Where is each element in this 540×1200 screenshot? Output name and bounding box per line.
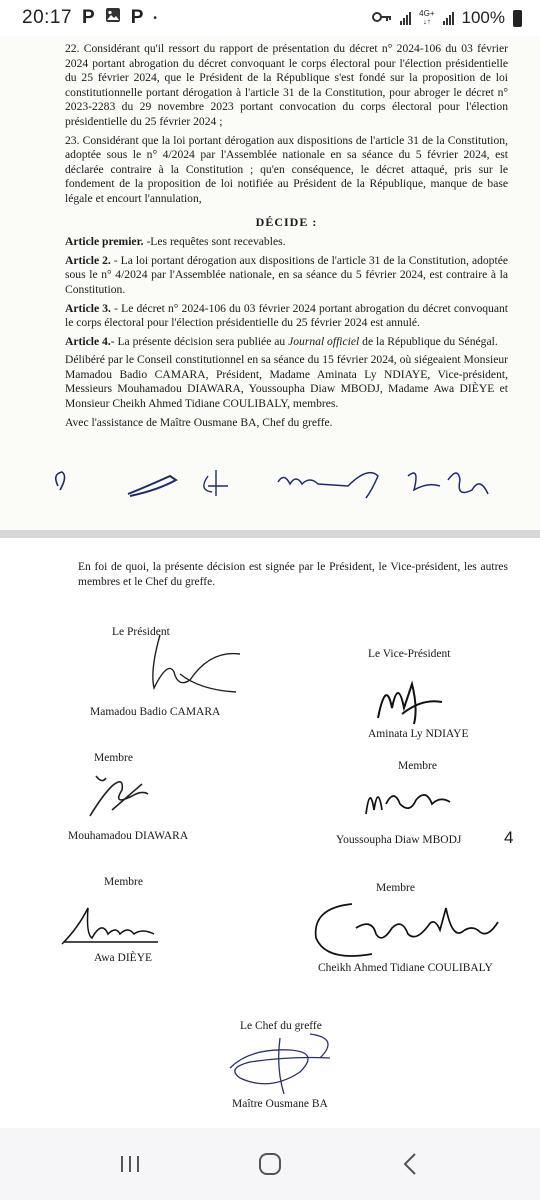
article-3 bbox=[65, 302, 508, 331]
greffe-title: Le Chef du greffe bbox=[240, 1020, 322, 1032]
notification-dot: • bbox=[153, 12, 157, 24]
member-4-title: Membre bbox=[376, 882, 415, 894]
member-2-signature bbox=[360, 774, 460, 824]
article-2 bbox=[65, 254, 508, 298]
member-3-title: Membre bbox=[104, 876, 143, 888]
page-number: 4 bbox=[504, 828, 514, 847]
article-4-label: Article 4. bbox=[65, 334, 111, 348]
article-2-text: - La loi portant dérogation aux dispositions de l'article 31 de la Constitution, adoptée sous le n° 4/2024 par l'Assemblée nationale, en sa séance du 5 février 2024, est contraire à la Constitution. bbox=[65, 253, 508, 296]
battery-icon bbox=[513, 10, 522, 27]
network-type: 4G+ ↓↑ bbox=[419, 9, 435, 26]
article-3-label: Article 3. bbox=[65, 301, 111, 315]
status-time: 20:17 bbox=[22, 7, 73, 28]
document-page-3 bbox=[0, 36, 540, 530]
member-3-signature bbox=[58, 898, 168, 952]
network-label: 4G+ bbox=[419, 9, 435, 18]
page-divider bbox=[0, 530, 540, 538]
article-3-text: - Le décret n° 2024-106 du 03 février 2024 portant abrogation du décret convoquant le corps électoral pour l'élection présidentielle du 25 février 2024 est annulé. bbox=[65, 301, 508, 330]
article-4-text-a: - La présente décision sera publiée au bbox=[110, 334, 289, 348]
article-4-text-b: de la République du Sénégal. bbox=[359, 334, 498, 348]
en-foi-paragraph: En foi de quoi, la présente décision est signée par le Président, le Vice-président, les autres membres et le Chef du greffe. bbox=[78, 561, 508, 588]
battery-percent: 100% bbox=[461, 8, 505, 27]
navigation-bar bbox=[0, 1128, 540, 1200]
president-title: Le Président bbox=[112, 626, 170, 638]
greffe-signature bbox=[220, 1028, 350, 1098]
journal-officiel: Journal officiel bbox=[288, 334, 360, 348]
vice-president-name: Aminata Ly NDIAYE bbox=[368, 728, 469, 740]
recent-apps-button[interactable] bbox=[100, 1144, 160, 1184]
member-1-name: Mouhamadou DIAWARA bbox=[68, 830, 189, 842]
article-4 bbox=[65, 335, 508, 350]
paragraph-23: 23. Considérant que la loi portant dérogation aux dispositions de l'article 31 de la Constitution, adoptée sous le n° 4/2024 par l'Assemblée nationale en sa séance du 5 février 2024, est déclarée contraire à la Constitution ; qu'en conséquence, le décret attaqué, pris sur le fondement de la proposition de loi notifiée au Président de la République, manque de base légale et encourt l'annulation, bbox=[65, 133, 508, 205]
member-2-name: Youssoupha Diaw MBODJ bbox=[336, 834, 462, 846]
article-2-label: Article 2. bbox=[65, 253, 111, 267]
home-icon bbox=[258, 1152, 282, 1176]
recent-apps-icon bbox=[119, 1154, 141, 1174]
member-1-title: Membre bbox=[94, 752, 133, 764]
member-4-signature bbox=[312, 898, 502, 964]
image-icon bbox=[105, 7, 121, 29]
paragraph-22: 22. Considérant qu'il ressort du rapport de présentation du décret n° 2024-106 du 03 février 2024 portant abrogation du décret convoquant le corps électoral pour l'élection présidentielle du 25 février 2024, que le Président de la République s'est fondé sur la proposition de loi constitutionnelle portant dérogation à l'article 31 de la Constitution, pour abroger le décret n° 2023-2283 du 29 novembre 2023 portant convocation du corps électoral pour l'élection présidentielle du 25 février 2024 ; bbox=[65, 42, 508, 128]
document-page-4 bbox=[0, 538, 540, 1128]
status-bar bbox=[0, 0, 540, 36]
p-app-icon-2: P bbox=[130, 7, 144, 28]
member-2-title: Membre bbox=[398, 760, 437, 772]
back-icon bbox=[402, 1152, 418, 1176]
article-1-label: Article premier. bbox=[65, 235, 144, 249]
member-3-name: Awa DIÈYE bbox=[94, 952, 153, 964]
signal-icon bbox=[400, 11, 411, 25]
status-right bbox=[372, 8, 522, 28]
article-1-text: -Les requêtes sont recevables. bbox=[143, 235, 286, 249]
key-icon bbox=[372, 8, 392, 28]
home-button[interactable] bbox=[240, 1144, 300, 1184]
delibere-paragraph: Délibéré par le Conseil constitutionnel en sa séance du 15 février 2024, où siégeaient Monsieur Mamadou Badio CAMARA, Président, Madame Aminata Ly NDIAYE, Vice-président, Messieurs Mouhamadou DIAWARA, Youssoupha Diaw MBODJ, Madame Awa DIÈYE et Monsieur Cheikh Ahmed Tidiane COULIBALY, membres. bbox=[65, 353, 508, 411]
signal-icon-2 bbox=[443, 11, 454, 25]
member-1-signature bbox=[82, 766, 152, 826]
president-name: Mamadou Badio CAMARA bbox=[90, 706, 221, 718]
decide-heading: DÉCIDE : bbox=[255, 214, 318, 229]
vice-president-title: Le Vice-Président bbox=[368, 648, 451, 660]
decision-text bbox=[65, 42, 508, 434]
greffe-name: Maître Ousmane BA bbox=[232, 1098, 328, 1110]
member-4-name: Cheikh Ahmed Tidiane COULIBALY bbox=[318, 962, 493, 974]
status-left bbox=[22, 7, 157, 29]
president-signature bbox=[140, 630, 250, 700]
p-app-icon: P bbox=[82, 7, 95, 28]
back-button[interactable] bbox=[380, 1144, 440, 1184]
signature-row bbox=[48, 446, 508, 516]
article-1 bbox=[65, 235, 508, 250]
vice-president-signature bbox=[372, 668, 462, 728]
assistance-line: Avec l'assistance de Maître Ousmane BA, Chef du greffe. bbox=[65, 415, 333, 429]
